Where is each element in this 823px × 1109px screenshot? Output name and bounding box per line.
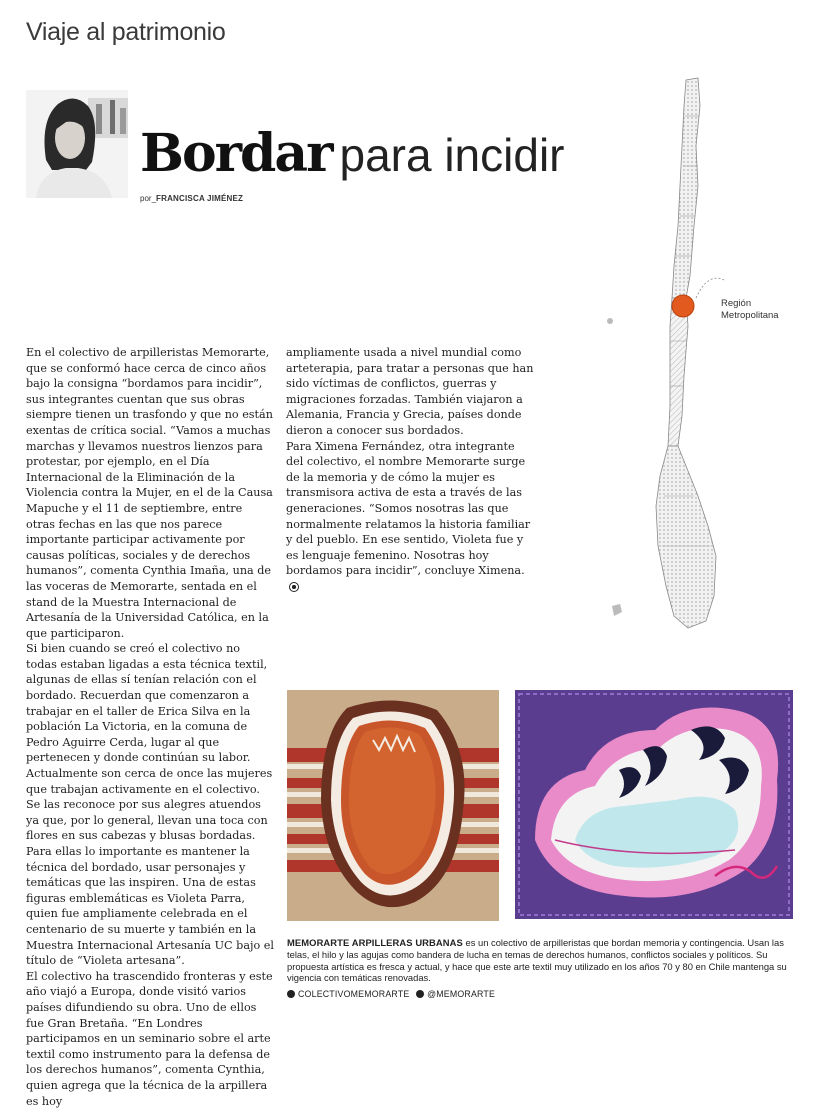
image-caption	[287, 937, 795, 984]
region-label-line-1: Región	[721, 298, 752, 309]
social-links	[287, 989, 495, 999]
caption-text: es un colectivo de arpilleristas que bordan memoria y contingencia. Usan las telas, el hilo y las agujas como bandera de lucha en temas de derechos humanos, conflictos sociales y políticos. Su propuesta artística es fresca y actual, y hace que este arte textil muy utilizado en los años 70 y 80 en Chile mantenga su vigencia con temáticas renovadas.	[287, 937, 787, 984]
author-photo	[26, 90, 128, 198]
paragraph-text: Para Ximena Fernández, otra integrante del colectivo, el nombre Memorarte surge de la memoria y de cómo la mujer es transmisora activa de esta a través de las generaciones. “Somos nosotras las que normalmente relatamos la historia familiar y del pueblo. En ese sentido, Violeta fue y es lenguaje femenino. Nosotras hoy bordamos para incidir”, concluye Ximena.	[286, 439, 531, 578]
paragraph: Si bien cuando se creó el colectivo no todas estaban ligadas a esta técnica textil, algunas de ellas sí tenían relación con el bordado. Recuerdan que comenzaron a trabajar en el taller de Erica Silva en la población La Victoria, en la comuna de Pedro Aguirre Cerda, lugar al que pertenecen y donde continúan su labor. Actualmente son cerca de once las mujeres que trabajan activamente en el colectivo. Se las reconoce por sus alegres atuendos ya que, por lo general, llevan una toca con flores en sus cabezas y blusas bordadas.	[26, 642, 273, 843]
arpillera-heart-image	[287, 690, 499, 921]
byline-author: FRANCISCA JIMÉNEZ	[156, 194, 244, 203]
region-label	[721, 298, 779, 322]
section-title: Viaje al patrimonio	[26, 18, 226, 46]
article-column-1	[26, 345, 274, 1109]
region-label-line-2: Metropolitana	[721, 310, 779, 321]
chile-map	[598, 76, 726, 636]
paragraph: En el colectivo de arpilleristas Memorarte, que se conformó hace cerca de cinco años bajo la consigna “bordamos para incidir”, sus integrantes cuentan que sus obras siempre tienen un trasfondo y que no están exentas de crítica social. “Vamos a muchas marchas y llevamos nuestros lienzos para protestar, por ejemplo, en el Día Internacional de la Eliminación de la Violencia contra la Mujer, en el de la Causa Mapuche y el 11 de septiembre, entre otras fechas en las que nos parece importante participar activamente por causas políticas, sociales y de derechos humanos”, comenta Cynthia Imaña, una de las voceras de Memorarte, sentada en el stand de la Muestra Internacional de Artesanía de la Universidad Católica, en la que participaron.	[26, 346, 273, 640]
map-center	[668, 298, 688, 446]
instagram-handle[interactable]: @MEMORARTE	[427, 989, 496, 999]
instagram-icon	[416, 990, 424, 998]
caption-lead: MEMORARTE ARPILLERAS URBANAS	[287, 937, 463, 948]
map-south	[656, 446, 716, 628]
headline-bold: Bordar	[140, 123, 332, 184]
article-column-2	[286, 345, 534, 595]
map-north	[672, 78, 700, 298]
end-mark-icon	[289, 582, 299, 592]
paragraph: El colectivo ha trascendido fronteras y este año viajó a Europa, donde visitó varios países difundiendo su obra. Uno de ellos fue Gran Bretaña. “En Londres participamos en un seminario sobre el arte textil como instrumento para la defensa de los derechos humanos”, comenta Cynthia, quien agrega que la técnica de la arpillera es hoy	[26, 969, 273, 1108]
byline-prefix: por	[140, 194, 152, 203]
paragraph: ampliamente usada a nivel mundial como arteterapia, para tratar a personas que han sido víctimas de conflictos, guerras y migraciones forzadas. También viajaron a Alemania, Francia y Grecia, países donde dieron a conocer sus bordados.	[286, 346, 534, 437]
region-metropolitana-marker	[672, 295, 694, 317]
headline-light: para incidir	[339, 129, 565, 181]
facebook-handle[interactable]: COLECTIVOMEMORARTE	[298, 989, 410, 999]
paragraph: Para ellas lo importante es mantener la técnica del bordado, usar personajes y temáticas que las inspiren. Una de estas figuras emblemáticas es Violeta Parra, quien fue ampliamente celebrada en el centenario de su muerte y también en la Muestra Internacional Artesanía UC bajo el título de “Violeta artesana”.	[26, 845, 274, 968]
headline	[140, 123, 565, 184]
region-callout-line	[696, 278, 724, 298]
facebook-icon	[287, 990, 295, 998]
arpillera-dove-image	[515, 690, 793, 919]
byline: por_FRANCISCA JIMÉNEZ	[140, 194, 244, 203]
paragraph-last	[286, 439, 534, 595]
